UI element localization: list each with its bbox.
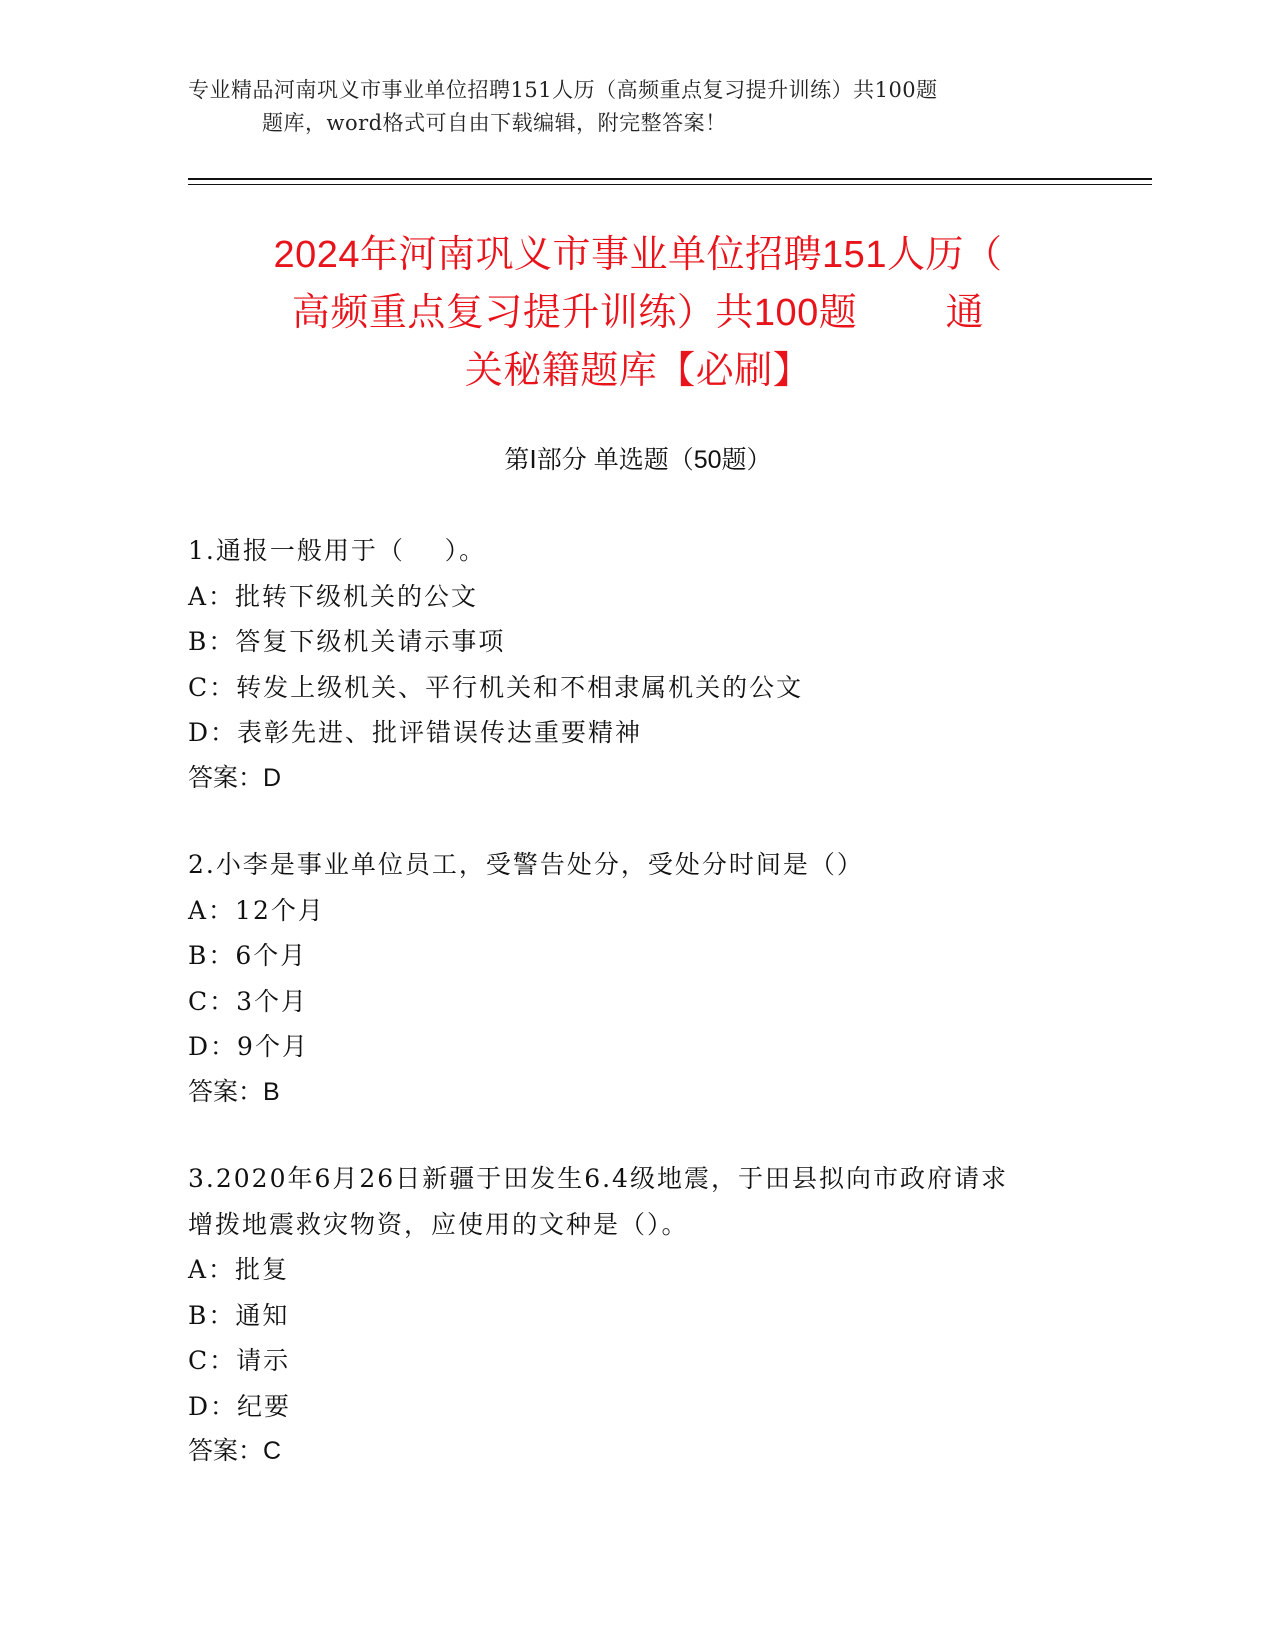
header-note-line-2: 题库，word格式可自由下载编辑，附完整答案！ <box>262 111 727 135</box>
title-line-1: 2024年河南巩义市事业单位招聘151人历（ <box>273 234 1003 276</box>
question-1 <box>188 528 1088 801</box>
option-c: C：请示 <box>188 1346 291 1375</box>
header-divider-thick <box>188 178 1152 180</box>
title-line-2: 高频重点复习提升训练）共100题 通 <box>291 292 985 334</box>
option-d: D：纪要 <box>188 1391 292 1421</box>
question-stem: 2.小李是事业单位员工，受警告处分，受处分时间是（） <box>188 850 864 879</box>
option-c: C：3个月 <box>188 986 309 1016</box>
answer: 答案：B <box>188 1077 280 1106</box>
option-d: D：9个月 <box>188 1032 309 1061</box>
question-list <box>188 528 1088 1516</box>
header-note <box>188 74 1088 140</box>
question-stem: 1.通报一般用于（ ）。 <box>188 536 487 565</box>
question-3 <box>188 1156 1088 1475</box>
answer: 答案：D <box>188 763 282 792</box>
question-stem-line-2: 增拨地震救灾物资，应使用的文种是（）。 <box>188 1209 689 1239</box>
section-title: 第Ⅰ部分 单选题（50题） <box>504 446 772 474</box>
question-stem-line-1: 3.2020年6月26日新疆于田发生6.4级地震，于田县拟向市政府请求 <box>188 1164 1008 1193</box>
option-b: B：答复下级机关请示事项 <box>188 627 506 656</box>
title-line-3: 关秘籍题库【必刷】 <box>464 350 812 392</box>
header-divider-thin <box>188 184 1152 185</box>
answer: 答案：C <box>188 1437 282 1465</box>
option-b: B：通知 <box>188 1300 290 1330</box>
option-d: D：表彰先进、批评错误传达重要精神 <box>188 718 643 747</box>
header-note-line-1: 专业精品河南巩义市事业单位招聘151人历（高频重点复习提升训练）共100题 <box>188 78 938 102</box>
question-2 <box>188 842 1088 1115</box>
option-a: A：批复 <box>188 1255 290 1284</box>
option-a: A：批转下级机关的公文 <box>188 581 479 611</box>
document-title <box>188 226 1088 400</box>
option-b: B：6个月 <box>188 941 308 970</box>
option-c: C：转发上级机关、平行机关和不相隶属机关的公文 <box>188 672 804 702</box>
option-a: A：12个月 <box>188 895 325 925</box>
